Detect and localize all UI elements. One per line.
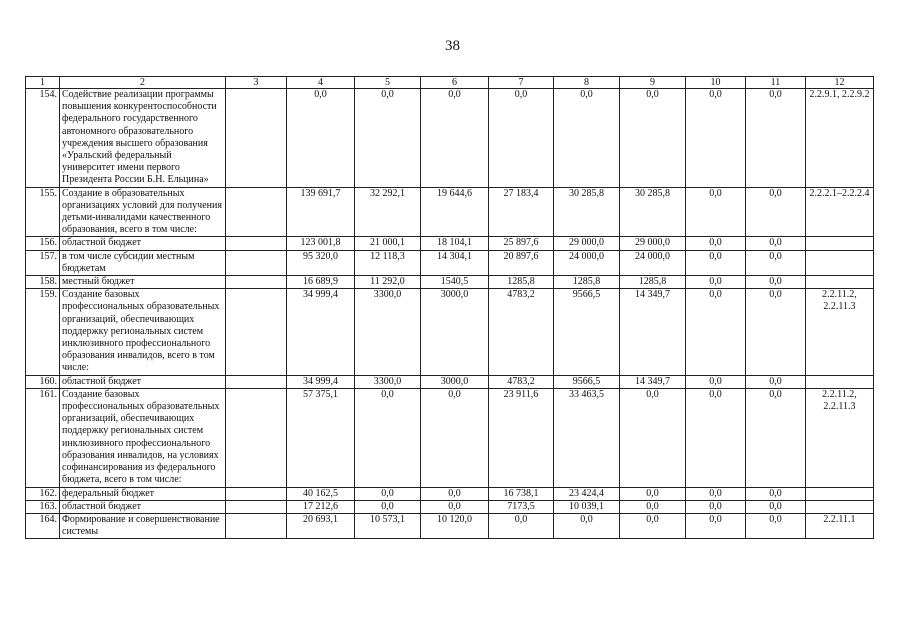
col-10-cell: 0,0 — [686, 500, 746, 513]
col-3-cell — [226, 89, 287, 188]
col-5-cell: 12 118,3 — [355, 250, 421, 275]
col-9-cell: 0,0 — [620, 500, 686, 513]
row-name: областной бюджет — [60, 500, 226, 513]
col-3-cell — [226, 187, 287, 237]
table-row — [26, 500, 874, 513]
col-7-cell: 7173,5 — [489, 500, 554, 513]
column-header: 6 — [421, 77, 489, 89]
column-header: 9 — [620, 77, 686, 89]
col-8-cell: 29 000,0 — [554, 237, 620, 250]
budget-table — [25, 76, 874, 539]
col-11-cell: 0,0 — [746, 487, 806, 500]
target-code: 2.2.11.2, 2.2.11.3 — [806, 388, 874, 487]
col-5-cell: 0,0 — [355, 89, 421, 188]
col-8-cell: 24 000,0 — [554, 250, 620, 275]
col-8-cell: 0,0 — [554, 513, 620, 538]
col-4-cell: 40 162,5 — [287, 487, 355, 500]
col-6-cell: 0,0 — [421, 89, 489, 188]
column-header: 4 — [287, 77, 355, 89]
table-body — [26, 77, 874, 539]
col-9-cell: 14 349,7 — [620, 375, 686, 388]
target-code: 2.2.11.1 — [806, 513, 874, 538]
row-number: 160. — [26, 375, 60, 388]
column-header: 10 — [686, 77, 746, 89]
col-7-cell: 25 897,6 — [489, 237, 554, 250]
col-6-cell: 10 120,0 — [421, 513, 489, 538]
col-10-cell: 0,0 — [686, 388, 746, 487]
page-number: 38 — [445, 38, 460, 54]
table-row — [26, 89, 874, 188]
col-4-cell: 34 999,4 — [287, 375, 355, 388]
row-number: 154. — [26, 89, 60, 188]
col-10-cell: 0,0 — [686, 250, 746, 275]
col-11-cell: 0,0 — [746, 250, 806, 275]
table-row — [26, 289, 874, 375]
col-7-cell: 0,0 — [489, 513, 554, 538]
table-row — [26, 513, 874, 538]
col-3-cell — [226, 237, 287, 250]
row-number: 159. — [26, 289, 60, 375]
table-row — [26, 375, 874, 388]
target-code: 2.2.9.1, 2.2.9.2 — [806, 89, 874, 188]
col-9-cell: 0,0 — [620, 513, 686, 538]
target-code — [806, 375, 874, 388]
col-5-cell: 10 573,1 — [355, 513, 421, 538]
col-4-cell: 57 375,1 — [287, 388, 355, 487]
col-4-cell: 123 001,8 — [287, 237, 355, 250]
col-5-cell: 21 000,1 — [355, 237, 421, 250]
table-row — [26, 276, 874, 289]
col-10-cell: 0,0 — [686, 237, 746, 250]
col-4-cell: 139 691,7 — [287, 187, 355, 237]
col-7-cell: 4783,2 — [489, 375, 554, 388]
col-10-cell: 0,0 — [686, 89, 746, 188]
col-10-cell: 0,0 — [686, 289, 746, 375]
col-6-cell: 3000,0 — [421, 289, 489, 375]
column-header: 1 — [26, 77, 60, 89]
table-row — [26, 250, 874, 275]
col-8-cell: 23 424,4 — [554, 487, 620, 500]
col-6-cell: 0,0 — [421, 500, 489, 513]
col-3-cell — [226, 487, 287, 500]
col-8-cell: 1285,8 — [554, 276, 620, 289]
col-8-cell: 33 463,5 — [554, 388, 620, 487]
col-9-cell: 0,0 — [620, 388, 686, 487]
col-6-cell: 1540,5 — [421, 276, 489, 289]
col-8-cell: 0,0 — [554, 89, 620, 188]
col-11-cell: 0,0 — [746, 237, 806, 250]
col-11-cell: 0,0 — [746, 388, 806, 487]
target-code — [806, 487, 874, 500]
col-3-cell — [226, 500, 287, 513]
col-6-cell: 19 644,6 — [421, 187, 489, 237]
col-10-cell: 0,0 — [686, 276, 746, 289]
col-9-cell: 1285,8 — [620, 276, 686, 289]
col-8-cell: 30 285,8 — [554, 187, 620, 237]
col-3-cell — [226, 276, 287, 289]
column-header: 5 — [355, 77, 421, 89]
col-9-cell: 0,0 — [620, 89, 686, 188]
col-9-cell: 0,0 — [620, 487, 686, 500]
col-10-cell: 0,0 — [686, 187, 746, 237]
col-11-cell: 0,0 — [746, 513, 806, 538]
col-7-cell: 0,0 — [489, 89, 554, 188]
col-8-cell: 10 039,1 — [554, 500, 620, 513]
column-header: 7 — [489, 77, 554, 89]
column-header: 3 — [226, 77, 287, 89]
row-number: 155. — [26, 187, 60, 237]
col-10-cell: 0,0 — [686, 513, 746, 538]
row-name: местный бюджет — [60, 276, 226, 289]
row-name: федеральный бюджет — [60, 487, 226, 500]
col-3-cell — [226, 250, 287, 275]
col-9-cell: 29 000,0 — [620, 237, 686, 250]
target-code: 2.2.11.2, 2.2.11.3 — [806, 289, 874, 375]
col-5-cell: 11 292,0 — [355, 276, 421, 289]
col-3-cell — [226, 513, 287, 538]
table-row — [26, 187, 874, 237]
row-name: областной бюджет — [60, 375, 226, 388]
col-7-cell: 23 911,6 — [489, 388, 554, 487]
target-code — [806, 237, 874, 250]
col-4-cell: 34 999,4 — [287, 289, 355, 375]
col-7-cell: 4783,2 — [489, 289, 554, 375]
col-7-cell: 27 183,4 — [489, 187, 554, 237]
row-number: 158. — [26, 276, 60, 289]
col-6-cell: 18 104,1 — [421, 237, 489, 250]
target-code — [806, 500, 874, 513]
col-4-cell: 0,0 — [287, 89, 355, 188]
target-code: 2.2.2.1–2.2.2.4 — [806, 187, 874, 237]
table-row — [26, 487, 874, 500]
row-number: 163. — [26, 500, 60, 513]
col-7-cell: 1285,8 — [489, 276, 554, 289]
target-code — [806, 276, 874, 289]
col-6-cell: 0,0 — [421, 487, 489, 500]
col-7-cell: 16 738,1 — [489, 487, 554, 500]
col-5-cell: 0,0 — [355, 487, 421, 500]
col-11-cell: 0,0 — [746, 276, 806, 289]
col-5-cell: 3300,0 — [355, 375, 421, 388]
row-number: 164. — [26, 513, 60, 538]
row-number: 157. — [26, 250, 60, 275]
col-7-cell: 20 897,6 — [489, 250, 554, 275]
table-row — [26, 388, 874, 487]
row-name: Создание базовых профессиональных образовательных организаций, обеспечивающих поддержку региональных систем инклюзивного профессионального образования инвалидов, всего в том числе: — [60, 289, 226, 375]
col-5-cell: 0,0 — [355, 500, 421, 513]
column-header: 8 — [554, 77, 620, 89]
row-name: областной бюджет — [60, 237, 226, 250]
col-10-cell: 0,0 — [686, 375, 746, 388]
col-11-cell: 0,0 — [746, 289, 806, 375]
col-9-cell: 14 349,7 — [620, 289, 686, 375]
col-8-cell: 9566,5 — [554, 375, 620, 388]
col-11-cell: 0,0 — [746, 375, 806, 388]
row-name: Создание базовых профессиональных образовательных организаций, обеспечивающих поддержку региональных систем инклюзивного профессионального образования инвалидов, на условиях софинансирования из федерального бюджета, всего в том числе: — [60, 388, 226, 487]
col-4-cell: 20 693,1 — [287, 513, 355, 538]
col-8-cell: 9566,5 — [554, 289, 620, 375]
col-9-cell: 24 000,0 — [620, 250, 686, 275]
column-header: 2 — [60, 77, 226, 89]
table-header-row — [26, 77, 874, 89]
table-row — [26, 237, 874, 250]
col-3-cell — [226, 375, 287, 388]
col-11-cell: 0,0 — [746, 187, 806, 237]
col-4-cell: 17 212,6 — [287, 500, 355, 513]
row-number: 162. — [26, 487, 60, 500]
col-5-cell: 3300,0 — [355, 289, 421, 375]
col-5-cell: 32 292,1 — [355, 187, 421, 237]
row-name: Формирование и совершенствование системы — [60, 513, 226, 538]
col-9-cell: 30 285,8 — [620, 187, 686, 237]
row-number: 161. — [26, 388, 60, 487]
col-4-cell: 95 320,0 — [287, 250, 355, 275]
row-name: в том числе субсидии местным бюджетам — [60, 250, 226, 275]
col-11-cell: 0,0 — [746, 500, 806, 513]
col-10-cell: 0,0 — [686, 487, 746, 500]
col-3-cell — [226, 289, 287, 375]
col-6-cell: 0,0 — [421, 388, 489, 487]
column-header: 12 — [806, 77, 874, 89]
column-header: 11 — [746, 77, 806, 89]
col-6-cell: 3000,0 — [421, 375, 489, 388]
col-6-cell: 14 304,1 — [421, 250, 489, 275]
row-name: Содействие реализации программы повышения конкурентоспособности федерального государственного автономного образовательного учреждения высшего образования «Уральский федеральный университет имени первого Президента России Б.Н. Ельцина» — [60, 89, 226, 188]
row-name: Создание в образовательных организациях условий для получения детьми-инвалидами качественного образования, всего в том числе: — [60, 187, 226, 237]
col-11-cell: 0,0 — [746, 89, 806, 188]
col-3-cell — [226, 388, 287, 487]
col-4-cell: 16 689,9 — [287, 276, 355, 289]
row-number: 156. — [26, 237, 60, 250]
target-code — [806, 250, 874, 275]
col-5-cell: 0,0 — [355, 388, 421, 487]
